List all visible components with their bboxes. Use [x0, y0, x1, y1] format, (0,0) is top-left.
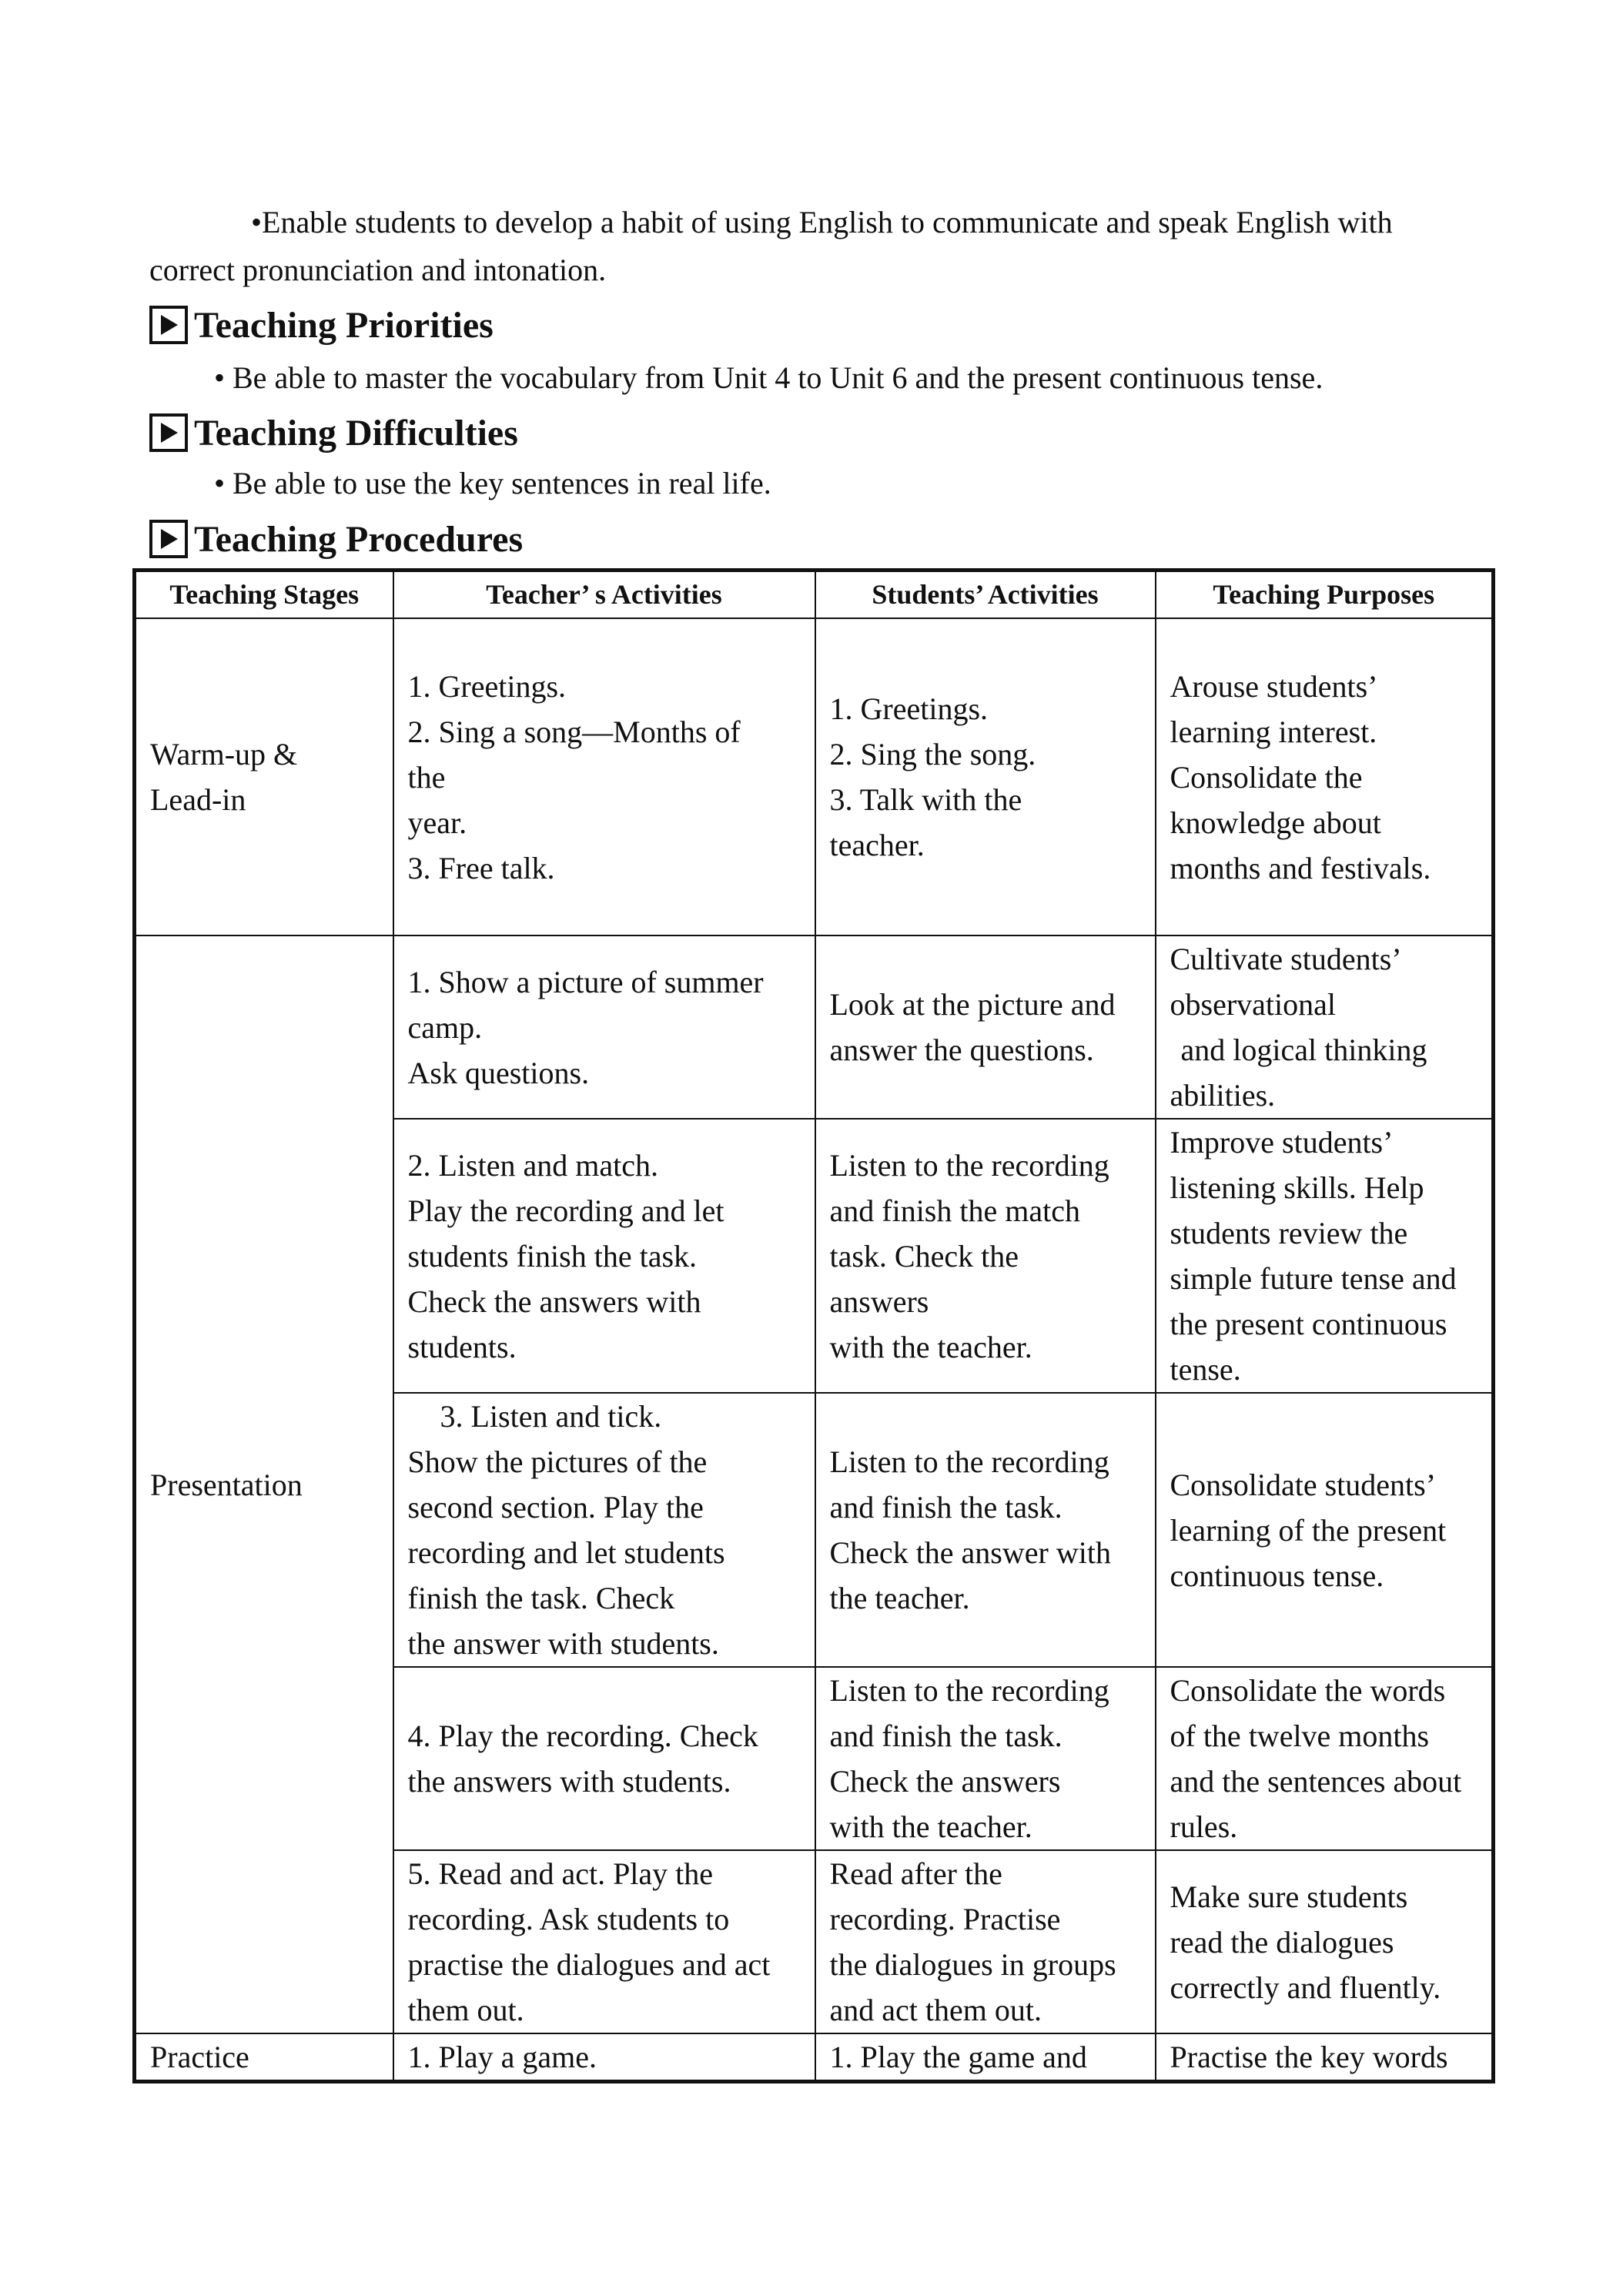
cell-text-line: read the dialogues [1170, 1924, 1394, 1960]
intro-bullet-line-1: •Enable students to develop a habit of using English to communicate and speak English with [251, 205, 1393, 239]
stage-line: Practice [150, 2040, 249, 2074]
cell-text-line: students review the [1170, 1216, 1408, 1250]
cell-text-line: the answers with students. [407, 1764, 731, 1799]
cell-text-line: 3. Free talk. [407, 850, 555, 885]
cell-text-line: correctly and fluently. [1170, 1970, 1441, 2005]
stage-cell [135, 2033, 393, 2082]
stage-cell [135, 935, 393, 2033]
stage-cell [135, 618, 393, 935]
teaching-purpose-cell [1156, 1667, 1494, 1850]
cell-text-line: camp. [407, 1009, 483, 1045]
cell-text-line: 1. Play a game. [407, 2040, 597, 2074]
cell-text-line: and act them out. [829, 1993, 1042, 2027]
cell-text-line: second section. Play the [407, 1490, 704, 1525]
cell-text-line: listening skills. Help [1170, 1170, 1424, 1205]
cell-text-line: Make sure students [1170, 1879, 1408, 1914]
teaching-priorities-heading [149, 300, 494, 350]
cell-text-line: students finish the task. [407, 1238, 698, 1274]
cell-text-line: answers [829, 1284, 929, 1319]
cell-text-line: 2. Sing the song. [829, 737, 1036, 771]
play-icon [149, 520, 188, 558]
cell-text-line: teacher. [829, 828, 925, 862]
teaching-difficulties-heading [149, 408, 518, 457]
student-activity-cell [815, 2033, 1156, 2082]
cell-text-line: Listen to the recording [829, 1444, 1109, 1479]
cell-text-line: rules. [1170, 1809, 1238, 1844]
teaching-priorities-bullet: • Be able to master the vocabulary from Unit 4 to Unit 6 and the present continuous tense. [214, 360, 1323, 395]
student-activity-cell [815, 1119, 1156, 1393]
teaching-procedures-table [132, 568, 1495, 2083]
student-activity-cell [815, 618, 1156, 935]
cell-text-line: 1. Greetings. [407, 668, 567, 704]
cell-text-line: 3. Talk with the [829, 782, 1022, 817]
cell-text-line: with the teacher. [829, 1809, 1032, 1844]
cell-text-line: the present continuous [1170, 1307, 1447, 1341]
play-icon [149, 413, 188, 452]
cell-text-line: 1. Play the game and [829, 2040, 1087, 2074]
cell-text-line: 1. Greetings. [829, 691, 989, 726]
cell-text-line: Consolidate students’ [1170, 1467, 1437, 1502]
heading-text: Teaching Procedures [194, 518, 524, 560]
cell-text-line: recording and let students [407, 1535, 725, 1570]
teacher-activity-cell [393, 2033, 815, 2082]
cell-text-line: the answer with students. [407, 1626, 719, 1661]
cell-text-line: 3. Listen and tick. [440, 1399, 662, 1434]
cell-text-line: answer the questions. [829, 1033, 1094, 1067]
cell-text-line: learning of the present [1170, 1512, 1447, 1548]
teacher-activity-cell [393, 1119, 815, 1393]
cell-text-line: and finish the task. [829, 1490, 1062, 1525]
cell-text-line: the dialogues in groups [829, 1947, 1116, 1982]
cell-text-line: Play the recording and let [407, 1193, 724, 1228]
stage-line: Presentation [150, 1467, 303, 1502]
teacher-activity-cell [393, 935, 815, 1119]
student-activity-cell [815, 1393, 1156, 1667]
header-teaching-stages: Teaching Stages [135, 571, 393, 619]
cell-text-line: of the twelve months [1170, 1719, 1430, 1753]
teaching-purpose-cell [1156, 618, 1494, 935]
cell-text-line: and finish the match [829, 1193, 1080, 1228]
cell-text-line: recording. Practise [829, 1902, 1061, 1936]
teaching-procedures-heading [149, 514, 523, 564]
cell-text-line: Ask questions. [407, 1055, 590, 1090]
cell-text-line: and logical thinking [1180, 1033, 1427, 1067]
cell-text-line: recording. Ask students to [407, 1902, 730, 1936]
stage-line: Warm-up & [150, 737, 298, 771]
cell-text-line: Consolidate the [1170, 759, 1363, 795]
student-activity-cell [815, 1850, 1156, 2033]
cell-text-line: tense. [1170, 1352, 1241, 1387]
cell-text-line: and the sentences about [1170, 1764, 1462, 1799]
cell-text-line: Listen to the recording [829, 1147, 1109, 1183]
cell-text-line: Check the answers [829, 1764, 1061, 1799]
cell-text-line: 2. Listen and match. [407, 1147, 658, 1183]
cell-text-line: Cultivate students’ [1170, 942, 1402, 976]
teaching-difficulties-bullet: • Be able to use the key sentences in real life. [214, 466, 771, 500]
cell-text-line: months and festivals. [1170, 850, 1431, 885]
teaching-purpose-cell [1156, 1119, 1494, 1393]
cell-text-line: the teacher. [829, 1581, 970, 1615]
table-row [135, 935, 1494, 1119]
teacher-activity-cell [393, 1850, 815, 2033]
cell-text-line: Consolidate the words [1170, 1673, 1446, 1708]
cell-text-line: the [407, 759, 446, 795]
cell-text-line: students. [407, 1329, 517, 1364]
heading-text: Teaching Priorities [194, 304, 494, 346]
cell-text-line: Arouse students’ [1170, 668, 1378, 704]
teaching-purpose-cell [1156, 2033, 1494, 2082]
teacher-activity-cell [393, 1667, 815, 1850]
play-icon [149, 306, 188, 344]
cell-text-line: Improve students’ [1170, 1125, 1394, 1160]
cell-text-line: practise the dialogues and act [407, 1947, 771, 1982]
table-row [135, 2033, 1494, 2082]
cell-text-line: Check the answers with [407, 1284, 701, 1319]
cell-text-line: Show the pictures of the [407, 1444, 708, 1479]
header-students-activities: Students’ Activities [815, 571, 1156, 619]
header-teaching-purposes: Teaching Purposes [1156, 571, 1494, 619]
cell-text-line: Listen to the recording [829, 1673, 1109, 1708]
cell-text-line: and finish the task. [829, 1719, 1062, 1753]
teaching-purpose-cell [1156, 1393, 1494, 1667]
student-activity-cell [815, 935, 1156, 1119]
teacher-activity-cell [393, 1393, 815, 1667]
header-teachers-activities: Teacher’ s Activities [393, 571, 815, 619]
cell-text-line: Check the answer with [829, 1535, 1111, 1570]
cell-text-line: with the teacher. [829, 1329, 1032, 1364]
heading-text: Teaching Difficulties [194, 412, 518, 454]
cell-text-line: task. Check the [829, 1238, 1019, 1274]
teaching-purpose-cell [1156, 935, 1494, 1119]
teaching-purpose-cell [1156, 1850, 1494, 2033]
cell-text-line: 5. Read and act. Play the [407, 1856, 714, 1891]
cell-text-line: year. [407, 805, 467, 840]
table-header-row [135, 571, 1494, 619]
cell-text-line: finish the task. Check [407, 1581, 675, 1615]
cell-text-line: observational [1170, 987, 1336, 1022]
stage-line: Lead-in [150, 782, 246, 817]
cell-text-line: abilities. [1170, 1078, 1276, 1113]
cell-text-line: them out. [407, 1993, 524, 2027]
teacher-activity-cell [393, 618, 815, 935]
cell-text-line: learning interest. [1170, 714, 1377, 749]
cell-text-line: Practise the key words [1170, 2040, 1448, 2074]
cell-text-line: knowledge about [1170, 805, 1381, 840]
cell-text-line: Look at the picture and [829, 987, 1116, 1022]
cell-text-line: 4. Play the recording. Check [407, 1719, 758, 1753]
table-row [135, 618, 1494, 935]
cell-text-line: Read after the [829, 1856, 1002, 1891]
cell-text-line: continuous tense. [1170, 1558, 1384, 1593]
cell-text-line: 1. Show a picture of summer [407, 964, 764, 999]
cell-text-line: 2. Sing a song—Months of [407, 714, 741, 749]
intro-bullet-line-2: correct pronunciation and intonation. [149, 253, 607, 287]
student-activity-cell [815, 1667, 1156, 1850]
cell-text-line: simple future tense and [1170, 1261, 1457, 1296]
